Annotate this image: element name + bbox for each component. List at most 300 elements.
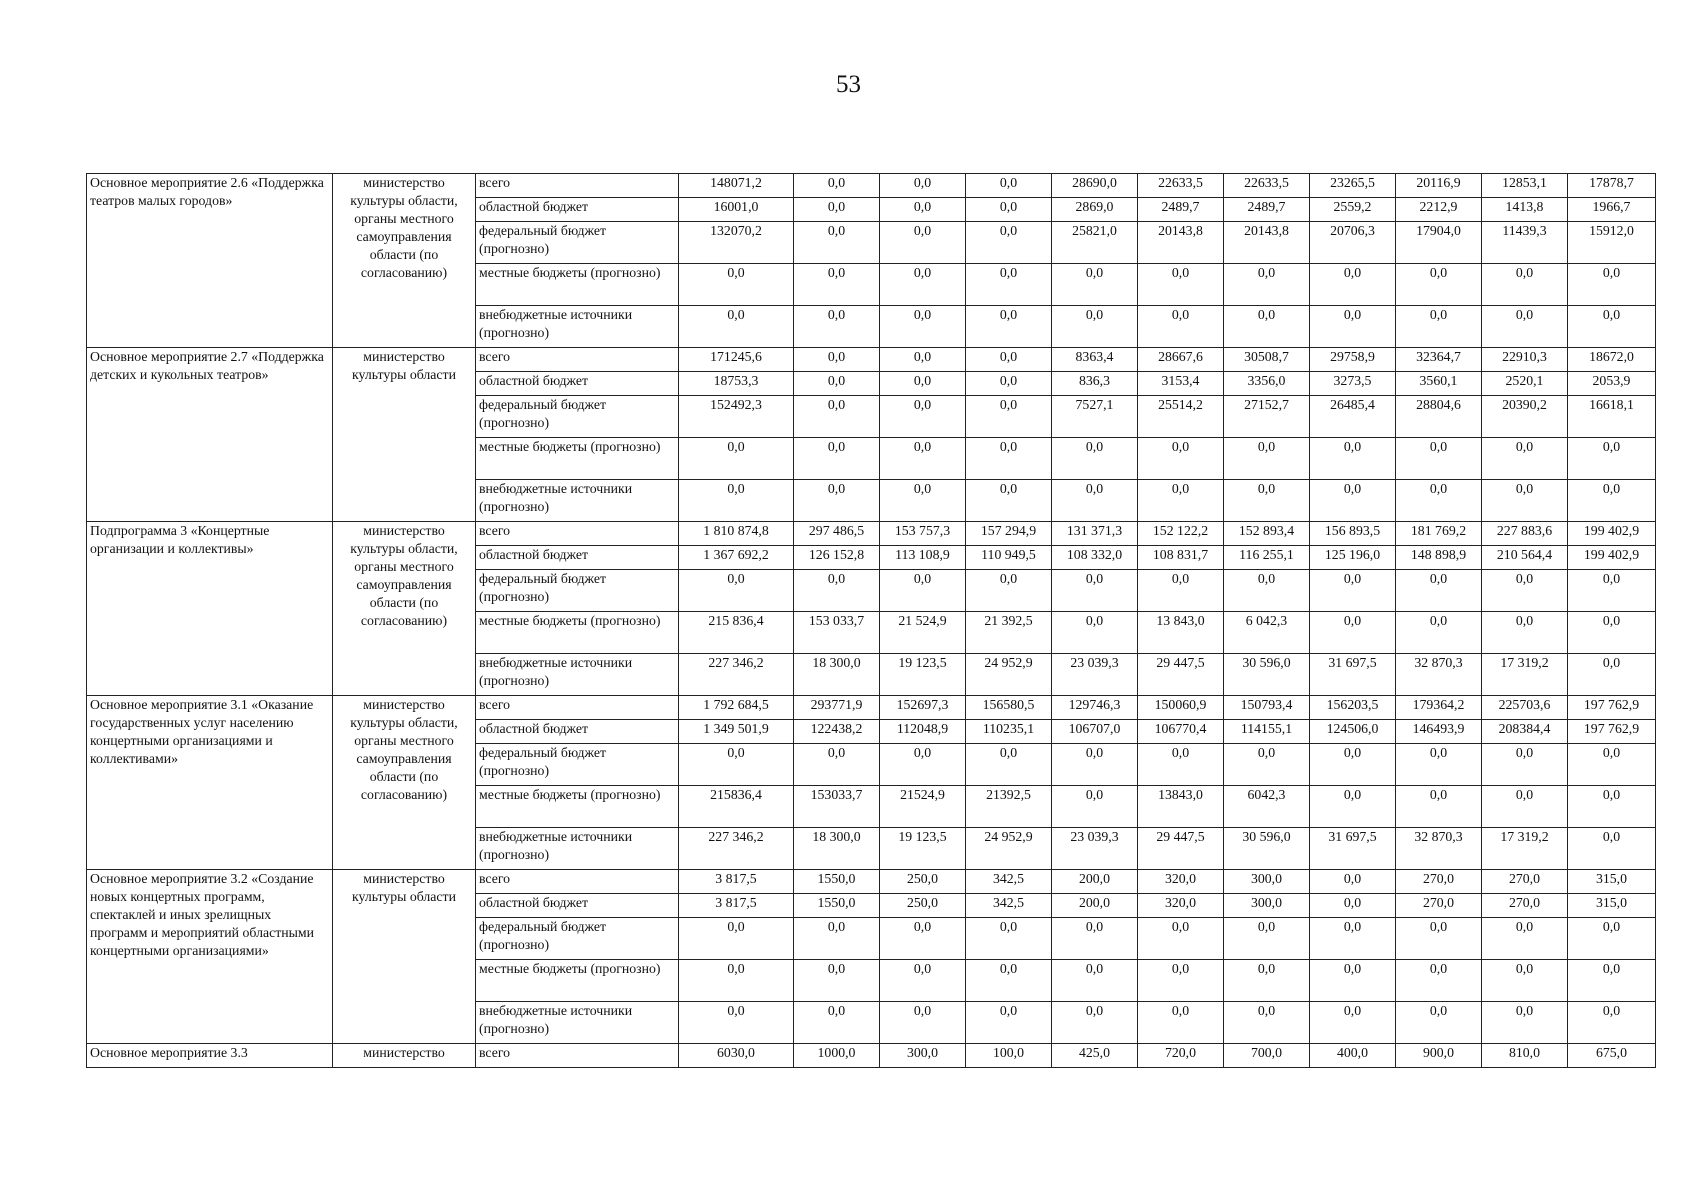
funding-source: областной бюджет: [476, 372, 679, 396]
amount-cell: 126 152,8: [794, 546, 880, 570]
measure-title: Основное мероприятие 2.6 «Поддержка театров малых городов»: [87, 174, 333, 348]
amount-cell: 0,0: [794, 1002, 880, 1044]
amount-cell: 0,0: [1224, 438, 1310, 480]
amount-cell: 28804,6: [1396, 396, 1482, 438]
amount-cell: 20116,9: [1396, 174, 1482, 198]
amount-cell: 0,0: [794, 264, 880, 306]
amount-cell: 215 836,4: [679, 612, 794, 654]
amount-cell: 0,0: [880, 372, 966, 396]
amount-cell: 0,0: [966, 480, 1052, 522]
amount-cell: 0,0: [679, 918, 794, 960]
amount-cell: 0,0: [1224, 570, 1310, 612]
amount-cell: 0,0: [794, 570, 880, 612]
amount-cell: 0,0: [794, 198, 880, 222]
amount-cell: 22633,5: [1224, 174, 1310, 198]
amount-cell: 0,0: [880, 744, 966, 786]
amount-cell: 156203,5: [1310, 696, 1396, 720]
measure-title: Подпрограмма 3 «Концертные организации и коллективы»: [87, 522, 333, 696]
amount-cell: 0,0: [1052, 480, 1138, 522]
amount-cell: 0,0: [966, 918, 1052, 960]
executor: министерство: [333, 1044, 476, 1068]
amount-cell: 1966,7: [1568, 198, 1656, 222]
amount-cell: 0,0: [880, 480, 966, 522]
measure-title: Основное мероприятие 3.2 «Создание новых концертных программ, спектаклей и иных зрелищных программ и мероприятий областными концертными организациями»: [87, 870, 333, 1044]
amount-cell: 0,0: [1052, 744, 1138, 786]
amount-cell: 153 033,7: [794, 612, 880, 654]
amount-cell: 132070,2: [679, 222, 794, 264]
amount-cell: 157 294,9: [966, 522, 1052, 546]
amount-cell: 0,0: [1396, 786, 1482, 828]
amount-cell: 152 122,2: [1138, 522, 1224, 546]
amount-cell: 425,0: [1052, 1044, 1138, 1068]
amount-cell: 0,0: [1052, 306, 1138, 348]
amount-cell: 250,0: [880, 870, 966, 894]
amount-cell: 0,0: [1310, 306, 1396, 348]
amount-cell: 17 319,2: [1482, 828, 1568, 870]
amount-cell: 30 596,0: [1224, 654, 1310, 696]
amount-cell: 0,0: [794, 222, 880, 264]
funding-source: областной бюджет: [476, 546, 679, 570]
amount-cell: 0,0: [1138, 570, 1224, 612]
amount-cell: 106770,4: [1138, 720, 1224, 744]
amount-cell: 22633,5: [1138, 174, 1224, 198]
amount-cell: 0,0: [1052, 918, 1138, 960]
amount-cell: 0,0: [966, 348, 1052, 372]
amount-cell: 114155,1: [1224, 720, 1310, 744]
amount-cell: 300,0: [880, 1044, 966, 1068]
amount-cell: 17 319,2: [1482, 654, 1568, 696]
amount-cell: 300,0: [1224, 870, 1310, 894]
funding-source: местные бюджеты (прогнозно): [476, 264, 679, 306]
amount-cell: 208384,4: [1482, 720, 1568, 744]
amount-cell: 23265,5: [1310, 174, 1396, 198]
amount-cell: 0,0: [1224, 1002, 1310, 1044]
amount-cell: 720,0: [1138, 1044, 1224, 1068]
amount-cell: 29 447,5: [1138, 828, 1224, 870]
amount-cell: 29 447,5: [1138, 654, 1224, 696]
amount-cell: 112048,9: [880, 720, 966, 744]
amount-cell: 0,0: [966, 1002, 1052, 1044]
amount-cell: 197 762,9: [1568, 696, 1656, 720]
table-row: [87, 1044, 1656, 1068]
amount-cell: 0,0: [679, 306, 794, 348]
amount-cell: 0,0: [1310, 960, 1396, 1002]
amount-cell: 0,0: [1138, 918, 1224, 960]
amount-cell: 0,0: [966, 264, 1052, 306]
amount-cell: 0,0: [1396, 744, 1482, 786]
amount-cell: 31 697,5: [1310, 828, 1396, 870]
amount-cell: 152492,3: [679, 396, 794, 438]
amount-cell: 0,0: [1310, 438, 1396, 480]
table-row: [87, 174, 1656, 198]
amount-cell: 11439,3: [1482, 222, 1568, 264]
amount-cell: 0,0: [1052, 612, 1138, 654]
amount-cell: 0,0: [880, 570, 966, 612]
amount-cell: 0,0: [794, 174, 880, 198]
amount-cell: 13843,0: [1138, 786, 1224, 828]
table-row: [87, 696, 1656, 720]
amount-cell: 0,0: [1482, 960, 1568, 1002]
amount-cell: 21524,9: [880, 786, 966, 828]
amount-cell: 0,0: [794, 348, 880, 372]
amount-cell: 1000,0: [794, 1044, 880, 1068]
amount-cell: 0,0: [1568, 828, 1656, 870]
amount-cell: 2489,7: [1138, 198, 1224, 222]
amount-cell: 0,0: [966, 174, 1052, 198]
amount-cell: 0,0: [794, 306, 880, 348]
funding-source: всего: [476, 1044, 679, 1068]
amount-cell: 122438,2: [794, 720, 880, 744]
amount-cell: 675,0: [1568, 1044, 1656, 1068]
amount-cell: 199 402,9: [1568, 522, 1656, 546]
amount-cell: 13 843,0: [1138, 612, 1224, 654]
amount-cell: 17904,0: [1396, 222, 1482, 264]
amount-cell: 2520,1: [1482, 372, 1568, 396]
amount-cell: 0,0: [1396, 480, 1482, 522]
amount-cell: 270,0: [1482, 870, 1568, 894]
amount-cell: 1413,8: [1482, 198, 1568, 222]
funding-source: областной бюджет: [476, 198, 679, 222]
executor: министерство культуры области, органы местного самоуправления области (по согласованию): [333, 696, 476, 870]
amount-cell: 6030,0: [679, 1044, 794, 1068]
amount-cell: 0,0: [1482, 438, 1568, 480]
amount-cell: 200,0: [1052, 870, 1138, 894]
funding-source: местные бюджеты (прогнозно): [476, 786, 679, 828]
amount-cell: 8363,4: [1052, 348, 1138, 372]
amount-cell: 31 697,5: [1310, 654, 1396, 696]
amount-cell: 0,0: [679, 264, 794, 306]
amount-cell: 1550,0: [794, 870, 880, 894]
table-row: [87, 522, 1656, 546]
amount-cell: 0,0: [1224, 744, 1310, 786]
amount-cell: 315,0: [1568, 894, 1656, 918]
measure-title: Основное мероприятие 3.3: [87, 1044, 333, 1068]
amount-cell: 0,0: [794, 960, 880, 1002]
amount-cell: 28690,0: [1052, 174, 1138, 198]
amount-cell: 836,3: [1052, 372, 1138, 396]
amount-cell: 0,0: [1396, 1002, 1482, 1044]
amount-cell: 0,0: [880, 264, 966, 306]
amount-cell: 30 596,0: [1224, 828, 1310, 870]
amount-cell: 0,0: [1310, 894, 1396, 918]
funding-source: федеральный бюджет (прогнозно): [476, 396, 679, 438]
amount-cell: 17878,7: [1568, 174, 1656, 198]
amount-cell: 0,0: [1310, 612, 1396, 654]
amount-cell: 215836,4: [679, 786, 794, 828]
amount-cell: 0,0: [1310, 918, 1396, 960]
amount-cell: 0,0: [1052, 570, 1138, 612]
amount-cell: 0,0: [966, 372, 1052, 396]
executor: министерство культуры области: [333, 870, 476, 1044]
amount-cell: 297 486,5: [794, 522, 880, 546]
amount-cell: 1 792 684,5: [679, 696, 794, 720]
amount-cell: 3 817,5: [679, 870, 794, 894]
amount-cell: 3273,5: [1310, 372, 1396, 396]
amount-cell: 0,0: [1568, 264, 1656, 306]
amount-cell: 0,0: [880, 438, 966, 480]
funding-source: внебюджетные источники (прогнозно): [476, 306, 679, 348]
budget-table: [86, 173, 1656, 1068]
amount-cell: 29758,9: [1310, 348, 1396, 372]
amount-cell: 0,0: [1568, 786, 1656, 828]
amount-cell: 0,0: [1482, 1002, 1568, 1044]
amount-cell: 3153,4: [1138, 372, 1224, 396]
amount-cell: 6 042,3: [1224, 612, 1310, 654]
amount-cell: 0,0: [1224, 480, 1310, 522]
funding-source: всего: [476, 348, 679, 372]
amount-cell: 18 300,0: [794, 828, 880, 870]
executor: министерство культуры области, органы местного самоуправления области (по согласованию): [333, 522, 476, 696]
amount-cell: 0,0: [1052, 786, 1138, 828]
amount-cell: 320,0: [1138, 870, 1224, 894]
amount-cell: 342,5: [966, 894, 1052, 918]
amount-cell: 1 349 501,9: [679, 720, 794, 744]
amount-cell: 0,0: [1224, 306, 1310, 348]
funding-source: федеральный бюджет (прогнозно): [476, 222, 679, 264]
amount-cell: 0,0: [880, 198, 966, 222]
amount-cell: 28667,6: [1138, 348, 1224, 372]
amount-cell: 0,0: [1138, 1002, 1224, 1044]
amount-cell: 3 817,5: [679, 894, 794, 918]
amount-cell: 110235,1: [966, 720, 1052, 744]
amount-cell: 0,0: [794, 372, 880, 396]
amount-cell: 20143,8: [1224, 222, 1310, 264]
amount-cell: 3356,0: [1224, 372, 1310, 396]
amount-cell: 0,0: [794, 480, 880, 522]
amount-cell: 320,0: [1138, 894, 1224, 918]
amount-cell: 108 831,7: [1138, 546, 1224, 570]
amount-cell: 30508,7: [1224, 348, 1310, 372]
amount-cell: 270,0: [1482, 894, 1568, 918]
funding-source: федеральный бюджет (прогнозно): [476, 744, 679, 786]
amount-cell: 200,0: [1052, 894, 1138, 918]
amount-cell: 1550,0: [794, 894, 880, 918]
funding-source: внебюджетные источники (прогнозно): [476, 480, 679, 522]
amount-cell: 0,0: [1568, 1002, 1656, 1044]
funding-source: областной бюджет: [476, 894, 679, 918]
amount-cell: 0,0: [1138, 438, 1224, 480]
funding-source: всего: [476, 870, 679, 894]
amount-cell: 0,0: [1052, 264, 1138, 306]
amount-cell: 0,0: [1482, 786, 1568, 828]
amount-cell: 0,0: [1138, 264, 1224, 306]
amount-cell: 152697,3: [880, 696, 966, 720]
amount-cell: 0,0: [880, 306, 966, 348]
amount-cell: 0,0: [1396, 264, 1482, 306]
funding-source: внебюджетные источники (прогнозно): [476, 1002, 679, 1044]
amount-cell: 700,0: [1224, 1044, 1310, 1068]
amount-cell: 0,0: [1568, 960, 1656, 1002]
amount-cell: 6042,3: [1224, 786, 1310, 828]
amount-cell: 20143,8: [1138, 222, 1224, 264]
amount-cell: 0,0: [1568, 570, 1656, 612]
amount-cell: 0,0: [1310, 480, 1396, 522]
amount-cell: 2212,9: [1396, 198, 1482, 222]
table-row: [87, 348, 1656, 372]
amount-cell: 21 392,5: [966, 612, 1052, 654]
amount-cell: 0,0: [679, 570, 794, 612]
amount-cell: 106707,0: [1052, 720, 1138, 744]
amount-cell: 27152,7: [1224, 396, 1310, 438]
amount-cell: 148 898,9: [1396, 546, 1482, 570]
amount-cell: 20706,3: [1310, 222, 1396, 264]
amount-cell: 171245,6: [679, 348, 794, 372]
amount-cell: 199 402,9: [1568, 546, 1656, 570]
amount-cell: 0,0: [1568, 306, 1656, 348]
amount-cell: 270,0: [1396, 870, 1482, 894]
amount-cell: 0,0: [1482, 612, 1568, 654]
amount-cell: 21392,5: [966, 786, 1052, 828]
amount-cell: 0,0: [1224, 918, 1310, 960]
amount-cell: 0,0: [880, 1002, 966, 1044]
amount-cell: 23 039,3: [1052, 654, 1138, 696]
amount-cell: 0,0: [1138, 744, 1224, 786]
amount-cell: 19 123,5: [880, 654, 966, 696]
amount-cell: 300,0: [1224, 894, 1310, 918]
amount-cell: 124506,0: [1310, 720, 1396, 744]
amount-cell: 24 952,9: [966, 828, 1052, 870]
amount-cell: 108 332,0: [1052, 546, 1138, 570]
amount-cell: 0,0: [1396, 918, 1482, 960]
amount-cell: 0,0: [1568, 918, 1656, 960]
amount-cell: 24 952,9: [966, 654, 1052, 696]
amount-cell: 26485,4: [1310, 396, 1396, 438]
amount-cell: 1 367 692,2: [679, 546, 794, 570]
amount-cell: 0,0: [1396, 612, 1482, 654]
amount-cell: 900,0: [1396, 1044, 1482, 1068]
amount-cell: 2489,7: [1224, 198, 1310, 222]
page-number: 53: [836, 71, 861, 98]
executor: министерство культуры области, органы местного самоуправления области (по согласованию): [333, 174, 476, 348]
funding-source: внебюджетные источники (прогнозно): [476, 828, 679, 870]
amount-cell: 0,0: [1310, 786, 1396, 828]
amount-cell: 0,0: [1310, 570, 1396, 612]
amount-cell: 0,0: [966, 198, 1052, 222]
amount-cell: 0,0: [1138, 960, 1224, 1002]
amount-cell: 227 346,2: [679, 654, 794, 696]
amount-cell: 0,0: [794, 918, 880, 960]
amount-cell: 113 108,9: [880, 546, 966, 570]
amount-cell: 0,0: [880, 396, 966, 438]
amount-cell: 0,0: [679, 1002, 794, 1044]
table-row: [87, 870, 1656, 894]
measure-title: Основное мероприятие 3.1 «Оказание государственных услуг населению концертными организациями и коллективами»: [87, 696, 333, 870]
amount-cell: 150060,9: [1138, 696, 1224, 720]
amount-cell: 32 870,3: [1396, 828, 1482, 870]
amount-cell: 400,0: [1310, 1044, 1396, 1068]
funding-source: федеральный бюджет (прогнозно): [476, 570, 679, 612]
amount-cell: 0,0: [1224, 960, 1310, 1002]
amount-cell: 153 757,3: [880, 522, 966, 546]
amount-cell: 156580,5: [966, 696, 1052, 720]
amount-cell: 18672,0: [1568, 348, 1656, 372]
amount-cell: 150793,4: [1224, 696, 1310, 720]
amount-cell: 18 300,0: [794, 654, 880, 696]
funding-source: всего: [476, 522, 679, 546]
amount-cell: 0,0: [1482, 480, 1568, 522]
amount-cell: 100,0: [966, 1044, 1052, 1068]
amount-cell: 0,0: [1310, 744, 1396, 786]
amount-cell: 0,0: [1224, 264, 1310, 306]
amount-cell: 0,0: [1568, 654, 1656, 696]
amount-cell: 0,0: [679, 744, 794, 786]
amount-cell: 0,0: [880, 348, 966, 372]
funding-source: всего: [476, 696, 679, 720]
amount-cell: 0,0: [794, 744, 880, 786]
amount-cell: 0,0: [794, 438, 880, 480]
amount-cell: 0,0: [1482, 264, 1568, 306]
amount-cell: 2559,2: [1310, 198, 1396, 222]
amount-cell: 0,0: [1568, 612, 1656, 654]
amount-cell: 0,0: [880, 918, 966, 960]
amount-cell: 116 255,1: [1224, 546, 1310, 570]
amount-cell: 0,0: [1482, 918, 1568, 960]
amount-cell: 0,0: [1568, 480, 1656, 522]
amount-cell: 0,0: [679, 960, 794, 1002]
amount-cell: 32364,7: [1396, 348, 1482, 372]
amount-cell: 146493,9: [1396, 720, 1482, 744]
funding-source: всего: [476, 174, 679, 198]
amount-cell: 3560,1: [1396, 372, 1482, 396]
amount-cell: 23 039,3: [1052, 828, 1138, 870]
executor: министерство культуры области: [333, 348, 476, 522]
amount-cell: 21 524,9: [880, 612, 966, 654]
amount-cell: 12853,1: [1482, 174, 1568, 198]
amount-cell: 2869,0: [1052, 198, 1138, 222]
amount-cell: 0,0: [1482, 744, 1568, 786]
amount-cell: 0,0: [1568, 744, 1656, 786]
amount-cell: 2053,9: [1568, 372, 1656, 396]
funding-source: внебюджетные источники (прогнозно): [476, 654, 679, 696]
amount-cell: 315,0: [1568, 870, 1656, 894]
amount-cell: 179364,2: [1396, 696, 1482, 720]
amount-cell: 156 893,5: [1310, 522, 1396, 546]
amount-cell: 110 949,5: [966, 546, 1052, 570]
amount-cell: 181 769,2: [1396, 522, 1482, 546]
amount-cell: 153033,7: [794, 786, 880, 828]
amount-cell: 0,0: [1482, 306, 1568, 348]
amount-cell: 0,0: [880, 960, 966, 1002]
funding-source: местные бюджеты (прогнозно): [476, 438, 679, 480]
amount-cell: 0,0: [966, 438, 1052, 480]
amount-cell: 20390,2: [1482, 396, 1568, 438]
amount-cell: 0,0: [1310, 264, 1396, 306]
amount-cell: 152 893,4: [1224, 522, 1310, 546]
amount-cell: 22910,3: [1482, 348, 1568, 372]
amount-cell: 293771,9: [794, 696, 880, 720]
amount-cell: 0,0: [966, 306, 1052, 348]
amount-cell: 227 346,2: [679, 828, 794, 870]
amount-cell: 250,0: [880, 894, 966, 918]
amount-cell: 7527,1: [1052, 396, 1138, 438]
amount-cell: 0,0: [1482, 570, 1568, 612]
amount-cell: 0,0: [1396, 570, 1482, 612]
amount-cell: 810,0: [1482, 1044, 1568, 1068]
amount-cell: 16618,1: [1568, 396, 1656, 438]
amount-cell: 225703,6: [1482, 696, 1568, 720]
amount-cell: 0,0: [1138, 306, 1224, 348]
amount-cell: 0,0: [966, 570, 1052, 612]
funding-source: местные бюджеты (прогнозно): [476, 612, 679, 654]
amount-cell: 131 371,3: [1052, 522, 1138, 546]
amount-cell: 0,0: [794, 396, 880, 438]
amount-cell: 129746,3: [1052, 696, 1138, 720]
amount-cell: 0,0: [1310, 870, 1396, 894]
funding-source: областной бюджет: [476, 720, 679, 744]
amount-cell: 0,0: [1568, 438, 1656, 480]
funding-source: федеральный бюджет (прогнозно): [476, 918, 679, 960]
amount-cell: 0,0: [679, 480, 794, 522]
